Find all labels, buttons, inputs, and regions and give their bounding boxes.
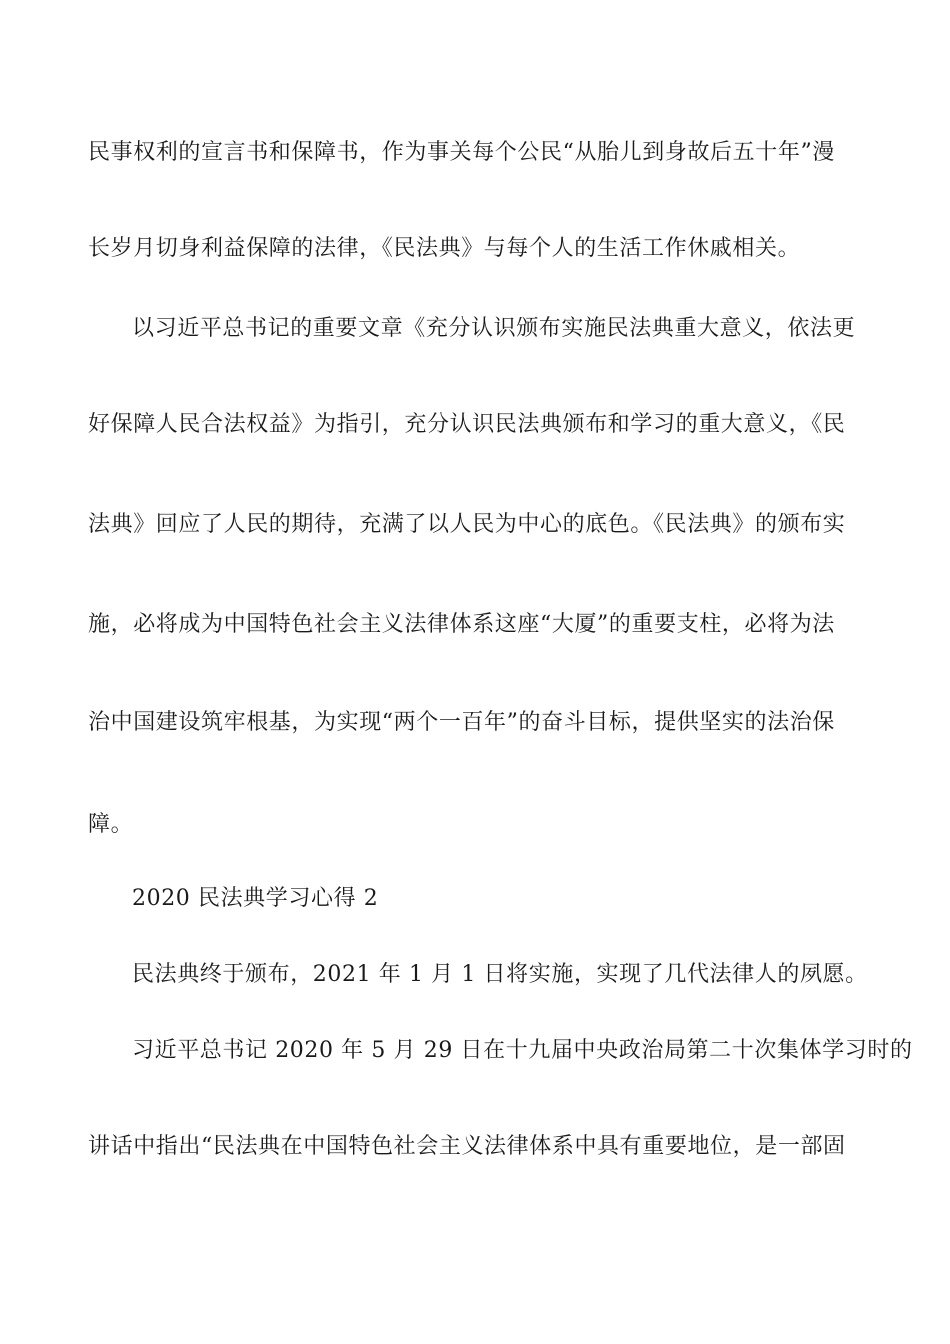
paragraph-line: 以习近平总书记的重要文章《充分认识颁布实施民法典重大意义，依法更 (132, 316, 856, 341)
paragraph-line: 治中国建设筑牢根基，为实现“两个一百年”的奋斗目标，提供坚实的法治保 (88, 710, 835, 735)
paragraph-line: 民法典终于颁布，2021 年 1 月 1 日将实施，实现了几代法律人的夙愿。 (132, 962, 868, 987)
paragraph-line: 习近平总书记 2020 年 5 月 29 日在十九届中央政治局第二十次集体学习时的 (132, 1038, 913, 1063)
paragraph-line: 施，必将成为中国特色社会主义法律体系这座“大厦”的重要支柱，必将为法 (88, 612, 835, 637)
section-heading: 2020 民法典学习心得 2 (132, 886, 379, 911)
paragraph-line: 民事权利的宣言书和保障书，作为事关每个公民“从胎儿到身故后五十年”漫 (88, 140, 835, 165)
paragraph-line: 讲话中指出“民法典在中国特色社会主义法律体系中具有重要地位，是一部固 (88, 1134, 846, 1159)
paragraph-line: 法典》回应了人民的期待，充满了以人民为中心的底色。《民法典》的颁布实 (88, 512, 846, 537)
paragraph-line: 长岁月切身利益保障的法律，《民法典》与每个人的生活工作休戚相关。 (88, 236, 801, 261)
paragraph-line: 障。 (88, 812, 134, 837)
paragraph-line: 好保障人民合法权益》为指引，充分认识民法典颁布和学习的重大意义，《民 (88, 412, 846, 437)
